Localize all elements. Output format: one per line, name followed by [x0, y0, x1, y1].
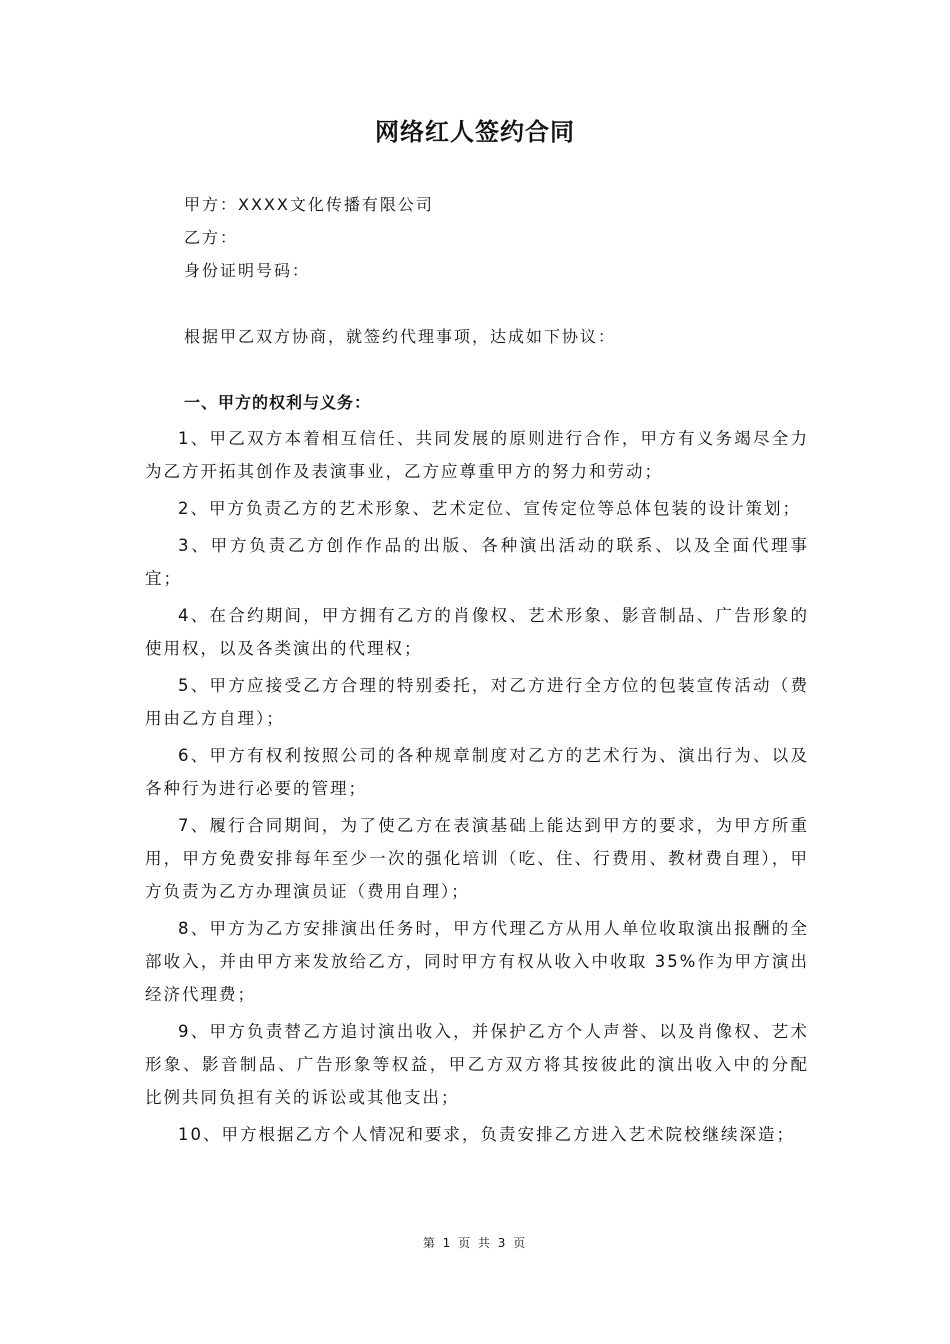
clause-item: 7、履行合同期间，为了使乙方在表演基础上能达到甲方的要求，为甲方所重用，甲方免费安排每年至少一次的强化培训（吃、住、行费用、教材费自理），甲方负责为乙方办理演员证（费用自理）； [145, 816, 809, 901]
clause-item: 3、甲方负责乙方创作作品的出版、各种演出活动的联系、以及全面代理事宜； [145, 536, 809, 588]
intro-paragraph: 根据甲乙双方协商，就签约代理事项，达成如下协议： [184, 327, 617, 346]
section-heading: 一、甲方的权利与义务： [184, 393, 372, 412]
clause-item: 6、甲方有权利按照公司的各种规章制度对乙方的艺术行为、演出行为、以及各种行为进行必要的管理； [145, 746, 809, 798]
clause-list [145, 422, 809, 1155]
page-footer: 第 1 页 共 3 页 [422, 1236, 528, 1250]
clause-item: 9、甲方负责替乙方追讨演出收入，并保护乙方个人声誉、以及肖像权、艺术形象、影音制品、广告形象等权益，甲乙方双方将其按彼此的演出收入中的分配比例共同负担有关的诉讼或其他支出； [145, 1022, 809, 1107]
party-b-line: 乙方： [184, 228, 239, 247]
clause-item: 5、甲方应接受乙方合理的特别委托，对乙方进行全方位的包装宣传活动（费用由乙方自理）； [145, 676, 809, 728]
clause-item: 1、甲乙双方本着相互信任、共同发展的原则进行合作，甲方有义务竭尽全力为乙方开拓其创作及表演事业，乙方应尊重甲方的努力和劳动； [145, 429, 809, 481]
clause-item: 2、甲方负责乙方的艺术形象、艺术定位、宣传定位等总体包装的设计策划； [178, 499, 801, 518]
clause-item: 4、在合约期间，甲方拥有乙方的肖像权、艺术形象、影音制品、广告形象的使用权，以及各类演出的代理权； [145, 606, 809, 658]
contract-title: 网络红人签约合同 [375, 118, 575, 146]
id-number-line: 身份证明号码： [184, 261, 311, 280]
clause-item: 10、甲方根据乙方个人情况和要求，负责安排乙方进入艺术院校继续深造； [178, 1125, 795, 1144]
clause-item: 8、甲方为乙方安排演出任务时，甲方代理乙方从用人单位收取演出报酬的全部收入，并由甲方来发放给乙方，同时甲方有权从收入中收取 35%作为甲方演出经济代理费； [145, 919, 809, 1004]
party-a-line: 甲方：XXXX文化传播有限公司 [184, 195, 434, 214]
